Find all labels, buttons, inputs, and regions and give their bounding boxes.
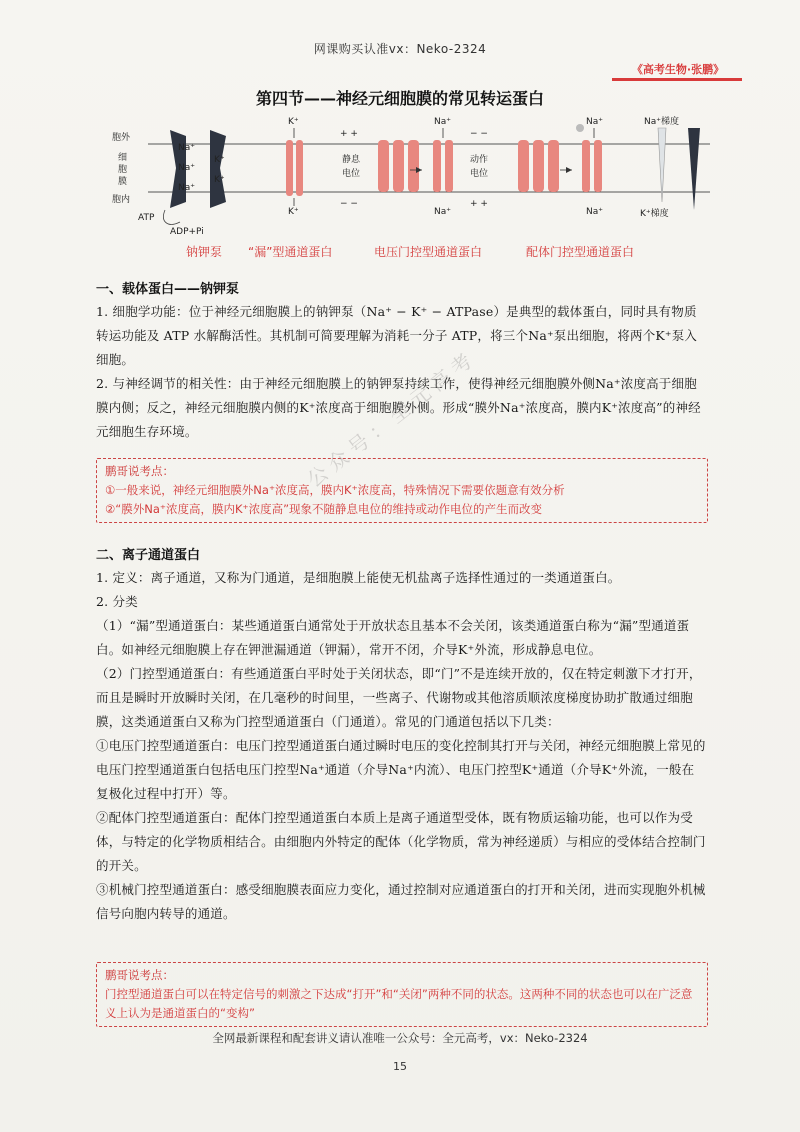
leak-channel [286, 117, 303, 217]
pump-k-1: K⁺ [214, 155, 225, 165]
section1-p1: 1. 细胞学功能：位于神经元细胞膜上的钠钾泵（Na⁺ − K⁺ − ATPase）是典型的载体蛋白，同时具有物质转运功能及 ATP 水解酶活性。其机制可简要理解为消耗一分子 ATP，将三个Na⁺泵出细胞，将两个K⁺泵入细胞。 [96, 304, 698, 367]
exam-note-1 [96, 458, 708, 523]
lg-na-top: Na⁺ [586, 117, 603, 127]
vg-na-bottom: Na⁺ [434, 207, 451, 217]
pump-k-2: K⁺ [214, 175, 225, 185]
ligand-gated-channel [518, 117, 603, 217]
caption-pump: 钠钾泵 [186, 245, 223, 259]
lg-na-bottom: Na⁺ [586, 207, 603, 217]
caption-leak: “漏”型通道蛋白 [248, 245, 333, 259]
caption-voltage: 电压门控型通道蛋白 [374, 245, 483, 259]
caption-ligand: 配体门控型通道蛋白 [526, 245, 635, 259]
note1-title: 鹏哥说考点： [105, 464, 174, 478]
label-atp: ATP [138, 213, 155, 223]
page-number: 15 [393, 1060, 407, 1073]
section2-p7: ③机械门控型通道蛋白：感受细胞膜表面应力变化，通过控制对应通道蛋白的打开和关闭，进而实现胞外机械信号向胞内转导的通道。 [96, 882, 706, 921]
na-gradient-label: Na⁺梯度 [644, 117, 679, 127]
voltage-gated-channel [340, 117, 488, 217]
label-membrane-2: 胞 [118, 165, 128, 175]
bottom-watermark: 全网最新课程和配套讲义请认准唯一公众号：全元高考，vx：Neko-2324 [212, 1031, 588, 1045]
sodium-potassium-pump [138, 130, 226, 237]
k-gradient-label: K⁺梯度 [640, 209, 669, 219]
label-outside: 胞外 [112, 133, 131, 143]
leak-k-top: K⁺ [288, 117, 299, 127]
pump-na-2: Na⁺ [178, 163, 195, 173]
vg-plus-bottom: + + [470, 199, 488, 209]
section2-heading: 二、离子通道蛋白 [96, 548, 201, 563]
vg-potential-1: 电位 [342, 169, 361, 179]
section2-p2: 2. 分类 [96, 594, 138, 609]
section2-p4: （2）门控型通道蛋白：有些通道蛋白平时处于关闭状态，即“门”不是连续开放的，仅在特定刺激下才打开，而且是瞬时开放瞬时关闭，在几毫秒的时间里，一些离子、代谢物或其他溶质顺浓度梯度协助扩散通过细胞膜，这类通道蛋白又称为门控型通道蛋白（门通道）。常见的门通道包括以下几类： [96, 666, 702, 729]
pump-na-3: Na⁺ [178, 183, 195, 193]
note1-line1: ①一般来说，神经元细胞膜外Na⁺浓度高，膜内K⁺浓度高，特殊情况下需要依题意有效分析 [105, 483, 565, 497]
section2-p5: ①电压门控型通道蛋白：电压门控型通道蛋白通过瞬时电压的变化控制其打开与关闭，神经元细胞膜上常见的电压门控型通道蛋白包括电压门控型Na⁺通道（介导Na⁺内流）、电压门控型K⁺通道（介导K⁺外流，一般在复极化过程中打开）等。 [96, 738, 706, 801]
transport-protein-figure [110, 110, 710, 260]
section2-p1: 1. 定义：离子通道，又称为门通道，是细胞膜上能使无机盐离子选择性通过的一类通道蛋白。 [96, 570, 621, 585]
label-membrane-3: 膜 [118, 177, 128, 187]
note1-line2: ②“膜外Na⁺浓度高，膜内K⁺浓度高”现象不随静息电位的维持或动作电位的产生而改变 [105, 502, 543, 516]
label-adp: ADP+Pi [170, 227, 204, 237]
vg-na-top: Na⁺ [434, 117, 451, 127]
pump-na-1: Na⁺ [178, 143, 195, 153]
section2-p3: （1）“漏”型通道蛋白：某些通道蛋白通常处于开放状态且基本不会关闭，该类通道蛋白称为“漏”型通道蛋白。如神经元细胞膜上存在钾泄漏通道（钾漏），常开不闭，介导K⁺外流，形成静息电位。 [96, 618, 690, 657]
brand-label: 《高考生物·张鹏》 [631, 63, 725, 76]
leak-k-bottom: K⁺ [288, 207, 299, 217]
vg-action: 动作 [470, 155, 489, 165]
vg-minus-bottom: − − [340, 199, 358, 209]
page-title: 第四节——神经元细胞膜的常见转运蛋白 [255, 89, 544, 108]
brand-underline [612, 78, 742, 81]
exam-note-2 [96, 962, 708, 1027]
vg-plus-top: + + [340, 129, 358, 139]
section2-body [96, 566, 706, 926]
top-watermark: 网课购买认准vx：Neko-2324 [313, 42, 487, 56]
section1-heading: 一、载体蛋白——钠钾泵 [96, 282, 240, 297]
gradient-wedges [640, 115, 700, 219]
section2-p6: ②配体门控型通道蛋白：配体门控型通道蛋白本质上是离子通道型受体，既有物质运输功能，也可以作为受体，与特定的化学物质相结合。由细胞内外特定的配体（化学物质，常为神经递质）与相应的受体结合控制门的开关。 [96, 810, 706, 873]
label-inside: 胞内 [112, 195, 131, 205]
section1-p2: 2. 与神经调节的相关性：由于神经元细胞膜上的钠钾泵持续工作，使得神经元细胞膜外侧Na⁺浓度高于细胞膜内侧；反之，神经元细胞膜内侧的K⁺浓度高于细胞膜外侧。形成“膜外Na⁺浓度高，膜内K⁺浓度高”的神经元细胞生存环境。 [96, 376, 701, 439]
vg-potential-2: 电位 [470, 169, 489, 179]
vg-minus-top: − − [470, 129, 488, 139]
note2-title: 鹏哥说考点： [105, 968, 174, 982]
diagonal-watermark: 公众号：全元高考 [302, 345, 482, 493]
vg-resting: 静息 [342, 155, 361, 165]
label-membrane-1: 细 [118, 153, 128, 163]
note2-line1: 门控型通道蛋白可以在特定信号的刺激之下达成“打开”和“关闭”两种不同的状态。这两种不同的状态也可以在广泛意义上认为是通道蛋白的“变构” [105, 987, 693, 1020]
